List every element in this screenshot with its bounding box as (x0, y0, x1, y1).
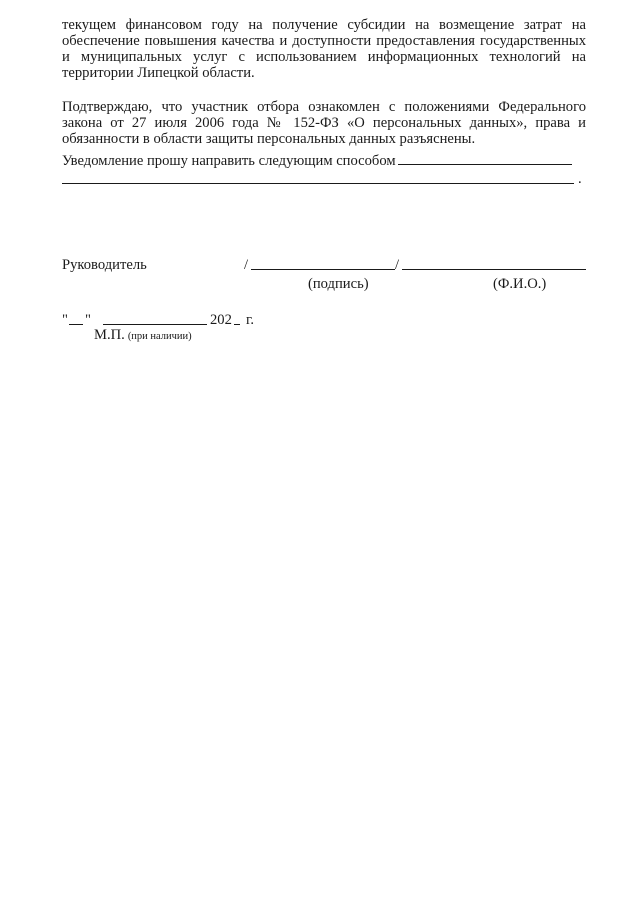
signature-slash-left: / (244, 257, 249, 273)
notification-method-blank-line (62, 183, 574, 184)
date-quote-close: " (85, 312, 91, 328)
signature-row (62, 257, 586, 275)
signature-blank-line (251, 269, 395, 270)
day-blank-line (69, 324, 83, 325)
signature-slash-right: / (395, 257, 400, 273)
paragraph-subsidy-purpose: текущем финансовом году на получение субсидии на возмещение затрат на обеспечение повышения качества и доступности предоставления государственных и муниципальных услуг с использованием информационных технологий на территории Липецкой области. (62, 17, 586, 81)
date-row (62, 312, 462, 328)
year-prefix: 202 (210, 312, 232, 328)
role-label: Руководитель (62, 257, 147, 273)
full-name-caption: (Ф.И.О.) (493, 276, 547, 292)
full-name-blank-line (402, 269, 586, 270)
paragraph-notification-method (62, 152, 586, 169)
signature-captions (62, 276, 586, 292)
year-suffix: г. (246, 312, 254, 328)
signature-caption: (подпись) (308, 276, 369, 292)
line-end-period: . (578, 171, 582, 187)
notification-method-blank (398, 152, 572, 165)
notification-method-continuation (62, 171, 586, 187)
stamp-row (94, 327, 394, 343)
stamp-note: (при наличии) (127, 331, 192, 342)
month-blank-line (103, 324, 207, 325)
date-quote-open: " (62, 312, 68, 328)
notification-method-label: Уведомление прошу направить следующим способом (62, 153, 396, 169)
year-blank-line (234, 324, 240, 325)
stamp-label: М.П. (94, 327, 125, 343)
paragraph-personal-data-consent: Подтверждаю, что участник отбора ознакомлен с положениями Федерального закона от 27 июля 2006 года № 152-ФЗ «О персональных данных», права и обязанности в области защиты персональных данных разъяснены. (62, 99, 586, 147)
